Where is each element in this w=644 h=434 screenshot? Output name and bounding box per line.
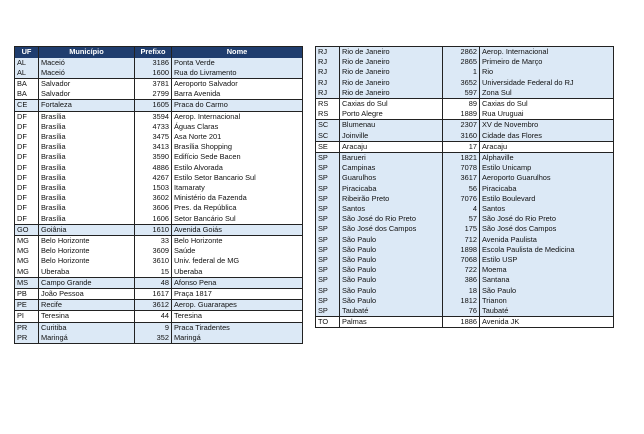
cell-municipio: Rio de Janeiro — [340, 88, 443, 99]
cell-municipio: Belo Horizonte — [39, 246, 135, 256]
cell-municipio: Uberaba — [39, 267, 135, 278]
cell-municipio: Maceió — [39, 68, 135, 79]
cell-prefixo: 3475 — [135, 132, 172, 142]
cell-municipio: São José dos Campos — [340, 224, 443, 234]
cell-municipio: Brasília — [39, 214, 135, 225]
cell-municipio: São Paulo — [340, 286, 443, 296]
cell-uf: SP — [316, 245, 340, 255]
table-row — [316, 163, 614, 173]
cell-uf: AL — [15, 58, 39, 68]
cell-nome: Barra Avenida — [172, 89, 303, 100]
cell-uf: SP — [316, 286, 340, 296]
cell-nome: Santana — [480, 275, 614, 285]
table-row — [15, 235, 303, 246]
table-row — [15, 68, 303, 79]
cell-municipio: Brasília — [39, 152, 135, 162]
cell-nome: Belo Horizonte — [172, 235, 303, 246]
table-row — [15, 256, 303, 266]
cell-municipio: Porto Alegre — [340, 109, 443, 120]
cell-nome: Ministério da Fazenda — [172, 193, 303, 203]
cell-uf: SP — [316, 296, 340, 306]
header-prefixo: Prefixo — [135, 47, 172, 58]
table-row — [316, 153, 614, 164]
cell-nome: Avenida JK — [480, 317, 614, 328]
table-row — [316, 255, 614, 265]
cell-municipio: Brasília — [39, 193, 135, 203]
cell-uf: DF — [15, 152, 39, 162]
cell-prefixo: 7068 — [443, 255, 480, 265]
cell-uf: SP — [316, 306, 340, 317]
cell-uf: PB — [15, 288, 39, 299]
table-row — [316, 224, 614, 234]
agencies-table-right — [315, 46, 614, 328]
cell-municipio: Campinas — [340, 163, 443, 173]
cell-prefixo: 1503 — [135, 183, 172, 193]
cell-municipio: São Paulo — [340, 245, 443, 255]
cell-prefixo: 3609 — [135, 246, 172, 256]
table-row — [316, 317, 614, 328]
cell-uf: SP — [316, 275, 340, 285]
cell-uf: DF — [15, 111, 39, 122]
cell-prefixo: 1617 — [135, 288, 172, 299]
cell-municipio: Recife — [39, 300, 135, 311]
table-row — [316, 88, 614, 99]
cell-uf: MG — [15, 246, 39, 256]
cell-municipio: Brasília — [39, 122, 135, 132]
cell-prefixo: 18 — [443, 286, 480, 296]
cell-nome: Estilo Boulevard — [480, 194, 614, 204]
cell-municipio: Brasília — [39, 132, 135, 142]
table-row — [316, 214, 614, 224]
cell-prefixo: 1898 — [443, 245, 480, 255]
cell-prefixo: 3413 — [135, 142, 172, 152]
cell-nome: Zona Sul — [480, 88, 614, 99]
cell-nome: Alphaville — [480, 153, 614, 164]
cell-prefixo: 2307 — [443, 120, 480, 131]
cell-nome: Aerop. Guararapes — [172, 300, 303, 311]
table-row — [316, 78, 614, 88]
cell-nome: Primeiro de Março — [480, 57, 614, 67]
cell-nome: Aeroporto Salvador — [172, 78, 303, 89]
cell-uf: GO — [15, 224, 39, 235]
cell-uf: DF — [15, 214, 39, 225]
cell-prefixo: 4733 — [135, 122, 172, 132]
cell-prefixo: 1605 — [135, 100, 172, 111]
cell-municipio: São Paulo — [340, 235, 443, 245]
table-row — [316, 265, 614, 275]
cell-uf: CE — [15, 100, 39, 111]
cell-uf: MG — [15, 235, 39, 246]
cell-uf: DF — [15, 142, 39, 152]
cell-prefixo: 33 — [135, 235, 172, 246]
cell-municipio: Fortaleza — [39, 100, 135, 111]
cell-prefixo: 17 — [443, 141, 480, 152]
cell-nome: Aracaju — [480, 141, 614, 152]
cell-uf: DF — [15, 193, 39, 203]
cell-nome: São José dos Campos — [480, 224, 614, 234]
cell-municipio: Brasília — [39, 163, 135, 173]
table-row — [316, 194, 614, 204]
cell-uf: SC — [316, 120, 340, 131]
table-row — [15, 89, 303, 100]
cell-municipio: Salvador — [39, 89, 135, 100]
cell-uf: SC — [316, 131, 340, 142]
cell-municipio: Brasília — [39, 173, 135, 183]
table-row — [15, 322, 303, 333]
agencies-table-left — [14, 46, 303, 344]
cell-prefixo: 1821 — [443, 153, 480, 164]
cell-uf: RS — [316, 99, 340, 110]
table-row — [316, 204, 614, 214]
cell-prefixo: 3606 — [135, 203, 172, 213]
cell-uf: RJ — [316, 47, 340, 58]
cell-prefixo: 7078 — [443, 163, 480, 173]
table-row — [316, 184, 614, 194]
cell-uf: MS — [15, 277, 39, 288]
cell-uf: DF — [15, 122, 39, 132]
cell-municipio: Piracicaba — [340, 184, 443, 194]
cell-municipio: Brasília — [39, 203, 135, 213]
table-row — [316, 275, 614, 285]
cell-uf: SP — [316, 255, 340, 265]
header-nome: Nome — [172, 47, 303, 58]
cell-uf: PI — [15, 311, 39, 322]
cell-nome: Piracicaba — [480, 184, 614, 194]
cell-prefixo: 352 — [135, 333, 172, 344]
cell-uf: SP — [316, 204, 340, 214]
cell-nome: Moema — [480, 265, 614, 275]
cell-uf: MG — [15, 256, 39, 266]
cell-prefixo: 57 — [443, 214, 480, 224]
table-row — [15, 214, 303, 225]
cell-nome: Aerop. Internacional — [480, 47, 614, 58]
cell-nome: Teresina — [172, 311, 303, 322]
table-body-left — [15, 58, 303, 344]
cell-municipio: Rio de Janeiro — [340, 67, 443, 77]
table-row — [316, 99, 614, 110]
cell-uf: SP — [316, 265, 340, 275]
table-header — [15, 47, 303, 58]
cell-nome: Estilo Unicamp — [480, 163, 614, 173]
cell-prefixo: 1606 — [135, 214, 172, 225]
cell-nome: Rio — [480, 67, 614, 77]
table-row — [15, 311, 303, 322]
cell-prefixo: 4267 — [135, 173, 172, 183]
cell-nome: São José do Rio Preto — [480, 214, 614, 224]
cell-nome: Caxias do Sul — [480, 99, 614, 110]
cell-municipio: Aracaju — [340, 141, 443, 152]
cell-nome: Pres. da República — [172, 203, 303, 213]
cell-prefixo: 89 — [443, 99, 480, 110]
cell-prefixo: 9 — [135, 322, 172, 333]
cell-prefixo: 597 — [443, 88, 480, 99]
table-row — [15, 132, 303, 142]
cell-uf: DF — [15, 163, 39, 173]
cell-nome: Escola Paulista de Medicina — [480, 245, 614, 255]
cell-prefixo: 386 — [443, 275, 480, 285]
cell-prefixo: 4886 — [135, 163, 172, 173]
cell-prefixo: 3594 — [135, 111, 172, 122]
cell-municipio: São Paulo — [340, 265, 443, 275]
cell-prefixo: 2862 — [443, 47, 480, 58]
cell-municipio: Rio de Janeiro — [340, 78, 443, 88]
table-row — [316, 131, 614, 142]
cell-uf: SP — [316, 163, 340, 173]
cell-prefixo: 3610 — [135, 256, 172, 266]
table-row — [15, 267, 303, 278]
table-row — [15, 78, 303, 89]
cell-prefixo: 1886 — [443, 317, 480, 328]
table-row — [15, 288, 303, 299]
cell-municipio: Palmas — [340, 317, 443, 328]
cell-nome: XV de Novembro — [480, 120, 614, 131]
cell-nome: Maringá — [172, 333, 303, 344]
cell-uf: SP — [316, 184, 340, 194]
cell-uf: SP — [316, 194, 340, 204]
table-row — [15, 183, 303, 193]
cell-municipio: São Paulo — [340, 255, 443, 265]
cell-municipio: Curitiba — [39, 322, 135, 333]
cell-uf: BA — [15, 78, 39, 89]
cell-prefixo: 76 — [443, 306, 480, 317]
cell-municipio: Brasília — [39, 183, 135, 193]
cell-nome: Itamaraty — [172, 183, 303, 193]
cell-municipio: Campo Grande — [39, 277, 135, 288]
table-row — [316, 245, 614, 255]
cell-prefixo: 3160 — [443, 131, 480, 142]
table-row — [316, 120, 614, 131]
table-row — [316, 235, 614, 245]
cell-uf: SP — [316, 173, 340, 183]
cell-municipio: Rio de Janeiro — [340, 57, 443, 67]
table-row — [15, 173, 303, 183]
cell-nome: Praca Tiradentes — [172, 322, 303, 333]
cell-municipio: Goiânia — [39, 224, 135, 235]
cell-nome: Águas Claras — [172, 122, 303, 132]
cell-nome: Taubaté — [480, 306, 614, 317]
table-row — [15, 246, 303, 256]
cell-nome: Edifício Sede Bacen — [172, 152, 303, 162]
table-row — [15, 100, 303, 111]
cell-nome: São Paulo — [480, 286, 614, 296]
table-row — [15, 277, 303, 288]
table-row — [316, 57, 614, 67]
cell-uf: DF — [15, 132, 39, 142]
cell-prefixo: 4 — [443, 204, 480, 214]
table-row — [15, 203, 303, 213]
cell-nome: Saúde — [172, 246, 303, 256]
cell-municipio: Blumenau — [340, 120, 443, 131]
cell-prefixo: 1889 — [443, 109, 480, 120]
cell-nome: Estilo Setor Bancario Sul — [172, 173, 303, 183]
cell-uf: PE — [15, 300, 39, 311]
cell-prefixo: 3602 — [135, 193, 172, 203]
cell-nome: Aerop. Internacional — [172, 111, 303, 122]
cell-nome: Aeroporto Guarulhos — [480, 173, 614, 183]
cell-nome: Praça 1817 — [172, 288, 303, 299]
cell-prefixo: 1600 — [135, 68, 172, 79]
cell-nome: Avenida Goiás — [172, 224, 303, 235]
cell-nome: Estilo USP — [480, 255, 614, 265]
cell-prefixo: 48 — [135, 277, 172, 288]
table-row — [316, 306, 614, 317]
table-row — [15, 193, 303, 203]
cell-municipio: Brasília — [39, 111, 135, 122]
cell-prefixo: 712 — [443, 235, 480, 245]
cell-uf: RS — [316, 109, 340, 120]
cell-nome: Ponta Verde — [172, 58, 303, 68]
cell-uf: SE — [316, 141, 340, 152]
table-row — [15, 152, 303, 162]
cell-nome: Praca do Carmo — [172, 100, 303, 111]
cell-nome: Asa Norte 201 — [172, 132, 303, 142]
cell-municipio: Barueri — [340, 153, 443, 164]
cell-municipio: Brasília — [39, 142, 135, 152]
cell-nome: Trianon — [480, 296, 614, 306]
cell-municipio: Belo Horizonte — [39, 235, 135, 246]
cell-prefixo: 44 — [135, 311, 172, 322]
cell-uf: SP — [316, 153, 340, 164]
cell-uf: RJ — [316, 78, 340, 88]
cell-uf: DF — [15, 183, 39, 193]
table-row — [15, 333, 303, 344]
cell-prefixo: 2865 — [443, 57, 480, 67]
cell-municipio: Ribeirão Preto — [340, 194, 443, 204]
cell-nome: Brasília Shopping — [172, 142, 303, 152]
cell-nome: Universidade Federal do RJ — [480, 78, 614, 88]
cell-uf: SP — [316, 224, 340, 234]
cell-municipio: Joinville — [340, 131, 443, 142]
cell-municipio: Salvador — [39, 78, 135, 89]
cell-nome: Estilo Alvorada — [172, 163, 303, 173]
cell-uf: PR — [15, 333, 39, 344]
table-row — [15, 300, 303, 311]
table-body-right — [316, 47, 614, 328]
table-row — [15, 122, 303, 132]
cell-prefixo: 2799 — [135, 89, 172, 100]
table-row — [15, 163, 303, 173]
table-row — [15, 58, 303, 68]
cell-uf: PR — [15, 322, 39, 333]
table-row — [316, 109, 614, 120]
cell-nome: Uberaba — [172, 267, 303, 278]
table-row — [316, 67, 614, 77]
table-row — [316, 47, 614, 58]
cell-uf: SP — [316, 235, 340, 245]
cell-uf: AL — [15, 68, 39, 79]
table-row — [15, 111, 303, 122]
cell-municipio: São José do Rio Preto — [340, 214, 443, 224]
cell-nome: Afonso Pena — [172, 277, 303, 288]
cell-municipio: Belo Horizonte — [39, 256, 135, 266]
cell-uf: RJ — [316, 88, 340, 99]
cell-prefixo: 722 — [443, 265, 480, 275]
cell-uf: DF — [15, 173, 39, 183]
cell-prefixo: 1610 — [135, 224, 172, 235]
cell-nome: Setor Bancário Sul — [172, 214, 303, 225]
cell-prefixo: 3617 — [443, 173, 480, 183]
cell-prefixo: 3590 — [135, 152, 172, 162]
cell-municipio: Teresina — [39, 311, 135, 322]
cell-prefixo: 1812 — [443, 296, 480, 306]
cell-uf: MG — [15, 267, 39, 278]
cell-prefixo: 15 — [135, 267, 172, 278]
cell-municipio: Santos — [340, 204, 443, 214]
cell-uf: RJ — [316, 57, 340, 67]
cell-prefixo: 3186 — [135, 58, 172, 68]
header-uf: UF — [15, 47, 39, 58]
table-row — [316, 173, 614, 183]
cell-prefixo: 3612 — [135, 300, 172, 311]
cell-uf: TO — [316, 317, 340, 328]
cell-municipio: João Pessoa — [39, 288, 135, 299]
cell-prefixo: 1 — [443, 67, 480, 77]
cell-prefixo: 3781 — [135, 78, 172, 89]
cell-municipio: Rio de Janeiro — [340, 47, 443, 58]
cell-prefixo: 7076 — [443, 194, 480, 204]
cell-municipio: Maceió — [39, 58, 135, 68]
cell-municipio: Taubaté — [340, 306, 443, 317]
cell-uf: RJ — [316, 67, 340, 77]
table-row — [15, 224, 303, 235]
cell-uf: DF — [15, 203, 39, 213]
cell-municipio: Guarulhos — [340, 173, 443, 183]
header-municipio: Município — [39, 47, 135, 58]
cell-nome: Cidade das Flores — [480, 131, 614, 142]
table-row — [316, 296, 614, 306]
cell-prefixo: 175 — [443, 224, 480, 234]
cell-municipio: São Paulo — [340, 275, 443, 285]
cell-uf: BA — [15, 89, 39, 100]
cell-nome: Univ. federal de MG — [172, 256, 303, 266]
cell-prefixo: 3652 — [443, 78, 480, 88]
cell-municipio: São Paulo — [340, 296, 443, 306]
cell-nome: Rua do Livramento — [172, 68, 303, 79]
cell-municipio: Maringá — [39, 333, 135, 344]
table-row — [316, 141, 614, 152]
cell-nome: Avenida Paulista — [480, 235, 614, 245]
cell-nome: Rua Uruguai — [480, 109, 614, 120]
table-row — [15, 142, 303, 152]
cell-prefixo: 56 — [443, 184, 480, 194]
cell-nome: Santos — [480, 204, 614, 214]
cell-uf: SP — [316, 214, 340, 224]
table-row — [316, 286, 614, 296]
cell-municipio: Caxias do Sul — [340, 99, 443, 110]
